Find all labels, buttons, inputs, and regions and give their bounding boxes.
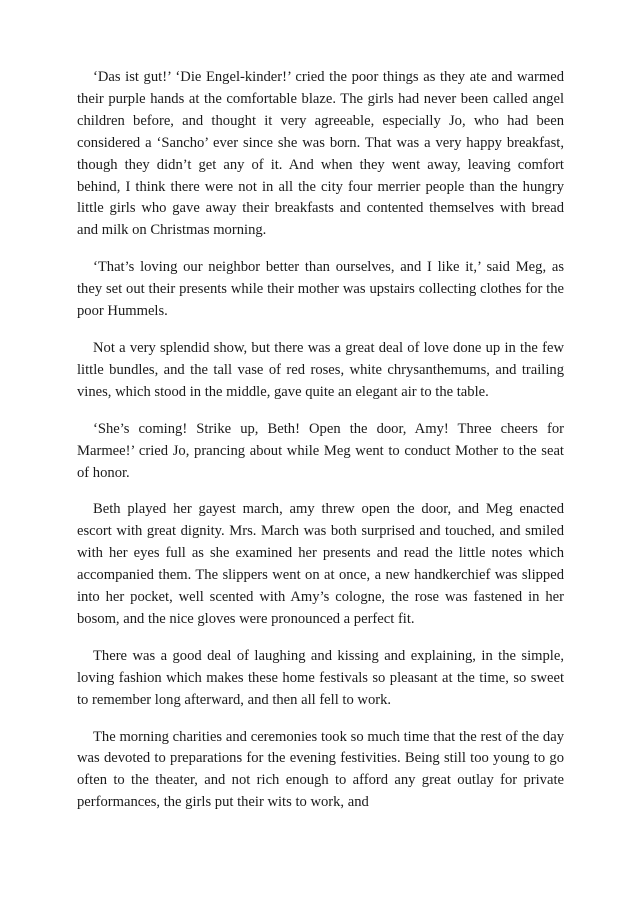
paragraph-4: ‘She’s coming! Strike up, Beth! Open the door, Amy! Three cheers for Marmee!’ cried Jo, prancing about while Meg went to conduct Mother to the seat of honor.: [77, 420, 564, 481]
paragraph-3: Not a very splendid show, but there was a great deal of love done up in the few little bundles, and the tall vase of red roses, white chrysanthemums, and trailing vines, which stood in the middle, gave quite an elegant air to the table.: [77, 339, 564, 400]
paragraph-1: ‘Das ist gut!’ ‘Die Engel-kinder!’ cried the poor things as they ate and warmed their purple hands at the comfortable blaze. The girls had never been called angel children before, and thought it very agreeable, especially Jo, who had been considered a ‘Sancho’ ever since she was born. That was a very happy breakfast, though they didn’t get any of it. And when they went away, leaving comfort behind, I think there were not in all the city four merrier people than the hungry little girls who gave away their breakfasts and contented themselves with bread and milk on Christmas morning.: [77, 69, 564, 239]
paragraph-5: Beth played her gayest march, amy threw open the door, and Meg enacted escort with great dignity. Mrs. March was both surprised and touched, and smiled with her eyes full as she examined her presents and read the little notes which accompanied them. The slippers went on at once, a new handkerchief was slipped into her pocket, well scented with Amy’s cologne, the rose was fastened in her bosom, and the nice gloves were pronounced a perfect fit.: [77, 501, 564, 627]
paragraph-2: ‘That’s loving our neighbor better than ourselves, and I like it,’ said Meg, as they set out their presents while their mother was upstairs collecting clothes for the poor Hummels.: [77, 259, 564, 320]
paragraph-6: There was a good deal of laughing and kissing and explaining, in the simple, loving fashion which makes these home festivals so pleasant at the time, so sweet to remember long afterward, and then all fell to work.: [77, 647, 564, 708]
paragraph-7: The morning charities and ceremonies took so much time that the rest of the day was devoted to preparations for the evening festivities. Being still too young to go often to the theater, and not rich enough to afford any great outlay for private performances, the girls put their wits to work, and: [77, 728, 564, 811]
